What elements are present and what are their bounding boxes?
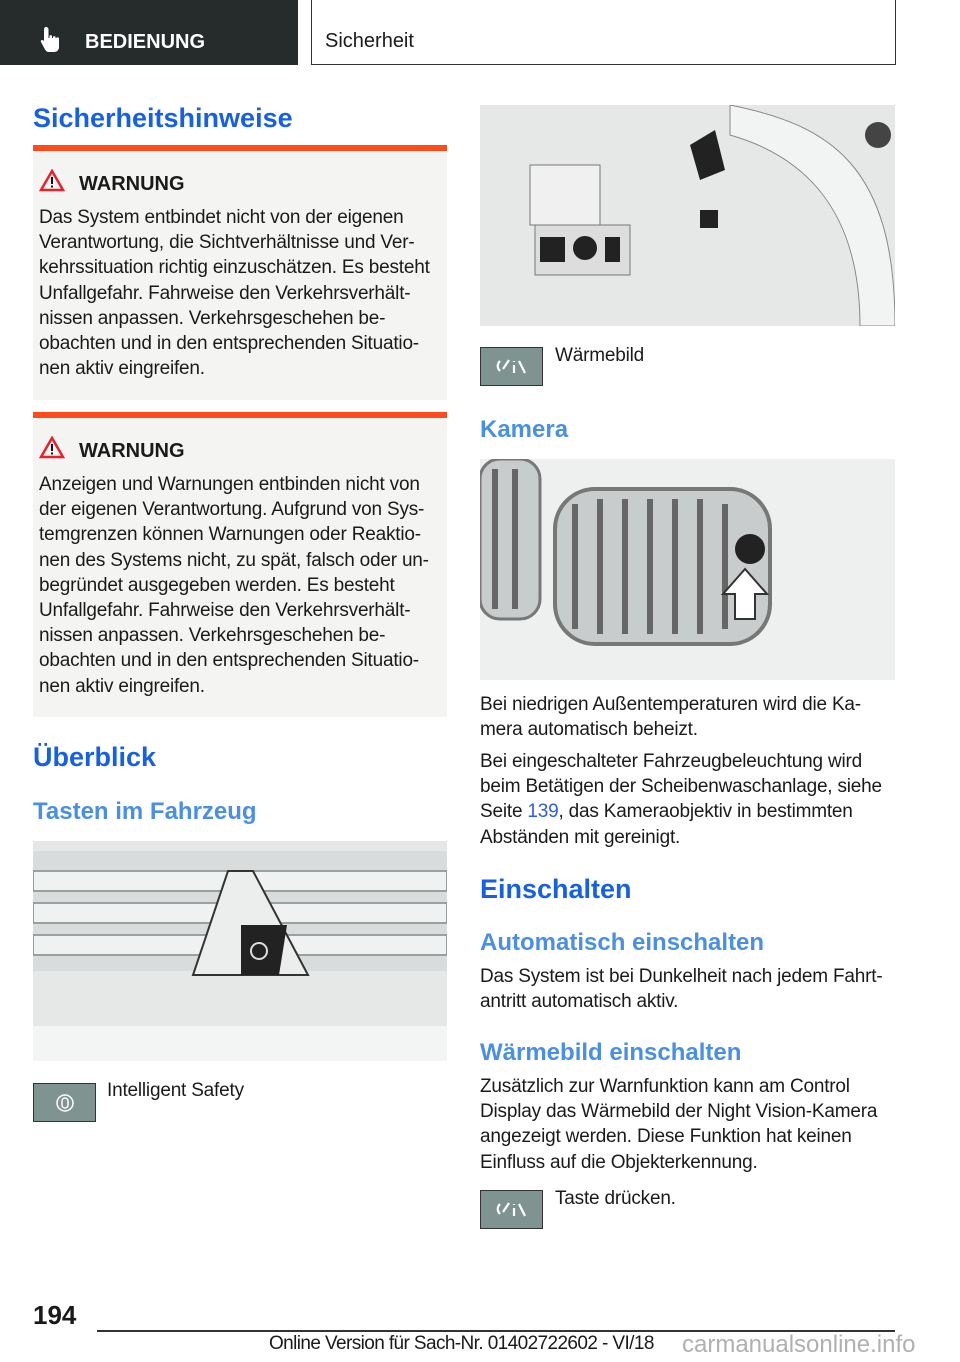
chapter-title: BEDIENUNG bbox=[85, 31, 206, 53]
page-title: Sicherheitshinweise bbox=[33, 103, 293, 133]
thermal-image-label: Wärmebild bbox=[555, 345, 644, 366]
page-link[interactable]: 139 bbox=[527, 801, 559, 823]
warning-triangle-icon bbox=[39, 436, 65, 459]
footer-text: Online Version für Sach-Nr. 01402722602 - VI/18 bbox=[269, 1333, 654, 1354]
hand-pointer-icon bbox=[40, 25, 64, 53]
section-title: Sicherheit bbox=[325, 30, 414, 52]
auto-on-heading: Automatisch einschalten bbox=[480, 929, 765, 956]
warning-triangle-icon bbox=[39, 169, 65, 192]
section-tab bbox=[311, 0, 896, 65]
grille-camera-image bbox=[480, 459, 895, 680]
camera-heading: Kamera bbox=[480, 416, 569, 443]
auto-on-text: Das System ist bei Dunkelheit nach jedem Fahrt- antritt automatisch aktiv. bbox=[480, 966, 883, 1013]
intelligent-safety-button-icon bbox=[33, 1083, 96, 1122]
thermal-on-text: Zusätzlich zur Warnfunktion kann am Control Display das Wärmebild der Night Vision-Kamera angezeigt werden. Diese Funktion hat keinen Einfluss auf die Objekterkennung. bbox=[480, 1076, 878, 1173]
thermal-image-button-icon bbox=[480, 347, 543, 386]
warning-text: Das System entbindet nicht von der eigenen Verantwortung, die Sichtverhältnisse und Ver- kehrssituation richtig einzuschätzen. Es besteht Unfallgefahr. Fahrweise den Verkehrsverhält- nissen anpassen. Verkehrsgeschehen be- obachten und in den entsprechenden Situatio- nen aktiv eingreifen. bbox=[39, 207, 430, 380]
camera-text-1: Bei niedrigen Außentemperaturen wird die Ka- mera automatisch beheizt. bbox=[480, 694, 861, 741]
camera-text-2-part: Bei eingeschalteter Fahrzeugbeleuchtung wird beim Betätigen der Scheibenwaschanlage, siehe Seite bbox=[480, 751, 882, 823]
button-panel-image bbox=[33, 841, 447, 1061]
press-button-text: Taste drücken. bbox=[555, 1188, 676, 1209]
thermal-image-button-icon bbox=[480, 1190, 543, 1229]
watermark: carmanualsonline.info bbox=[682, 1331, 916, 1358]
warning-label: WARNUNG bbox=[79, 440, 185, 462]
thermal-on-heading: Wärmebild einschalten bbox=[480, 1039, 742, 1066]
warning-box bbox=[33, 145, 447, 400]
page-number: 194 bbox=[33, 1300, 77, 1330]
camera-text-2-part: , das Kameraobjektiv in bestimmten Abständen mit gereinigt. bbox=[480, 801, 853, 848]
dashboard-image bbox=[480, 105, 895, 326]
buttons-heading: Tasten im Fahrzeug bbox=[33, 798, 257, 825]
chapter-tab bbox=[0, 0, 298, 65]
warning-box bbox=[33, 412, 447, 717]
camera-text-2 bbox=[480, 749, 882, 850]
intelligent-safety-label: Intelligent Safety bbox=[107, 1080, 244, 1101]
switch-on-heading: Einschalten bbox=[480, 874, 632, 904]
overview-heading: Überblick bbox=[33, 742, 157, 772]
warning-text: Anzeigen und Warnungen entbinden nicht von der eigenen Verantwortung. Aufgrund von Sys- temgrenzen können Warnungen oder Reaktio- nen des Systems nicht, zu spät, falsch oder un- begründet ausgegeben werden. Es besteht Unfallgefahr. Fahrweise den Verkehrsverhält- nissen anpassen. Verkehrsgeschehen be- obachten und in den entsprechenden Situatio- nen aktiv eingreifen. bbox=[39, 474, 429, 697]
warning-label: WARNUNG bbox=[79, 173, 185, 195]
